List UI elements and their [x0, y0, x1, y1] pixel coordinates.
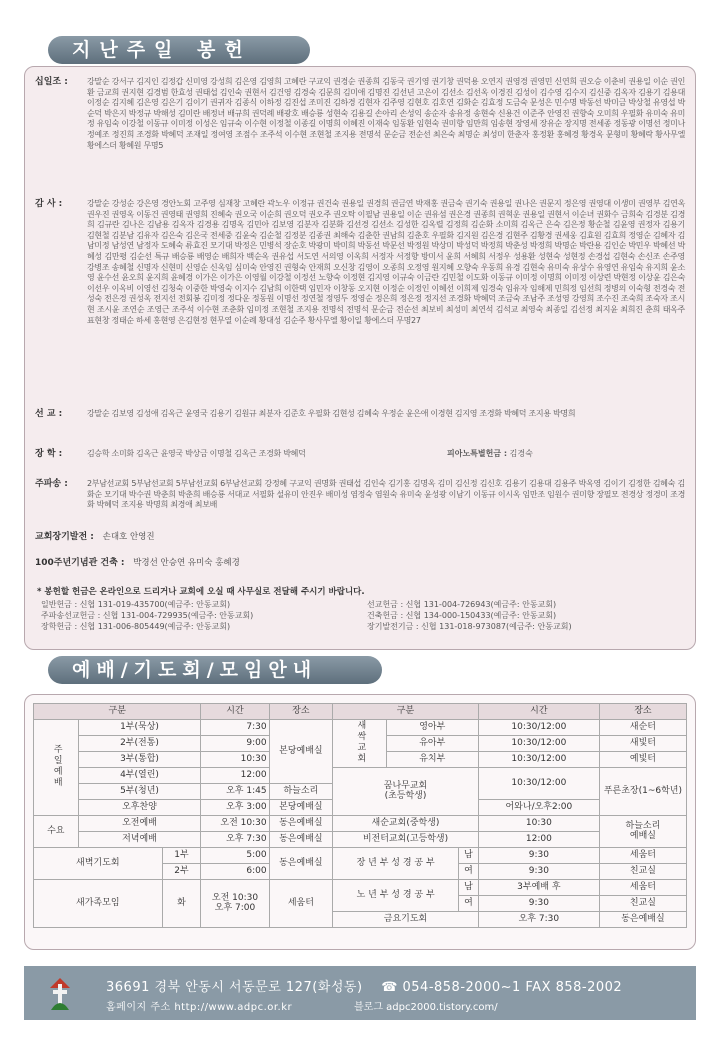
offering-notice: * 봉헌할 헌금은 온라인으로 드리거나 교회에 오실 때 사무실로 전달해 주시기 바랍니다.	[37, 587, 365, 597]
noyeon-label: 노 년 부 성 경 공 부	[333, 880, 459, 912]
friday-time: 오후 7:30	[478, 912, 599, 928]
mission-support-names: 2부남선교회 5부남선교회 5부남선교회 6부남선교회 강정혜 구교익 권명화 권태섭 김인숙 김기홍 김명옥 김미 김신정 김신호 김용기 김용대 김용주 박옥영 김이기 김정한 김혜숙 김화순 모기대 박수권 박춘희 박춘희 배승룡 서대교 서필화 설유미 안진우 배미성 염정숙 염원숙 유미숙 윤성광 이남기 이동규 이시옥 임만조 임원수 권미향 장필모 전경상 정경미 조경화 박혜덕 조지용 박명희 최경애 최보배	[87, 479, 685, 510]
table-row	[34, 832, 687, 848]
blog-link[interactable]: 블로그 adpc2000.tistory.com/	[354, 1002, 498, 1013]
thanks-label: 감 사 :	[35, 199, 63, 209]
dawn-part-1: 1부	[162, 848, 201, 864]
service-2: 2부(전통)	[78, 736, 201, 752]
table-row	[34, 720, 687, 736]
saessak-kinder-time: 10:30/12:00	[478, 752, 599, 768]
wed-evening-place: 동은예배실	[269, 832, 333, 848]
saessak-toddler: 유아부	[386, 736, 478, 752]
header-place-right: 장소	[599, 704, 686, 720]
scholarship-names: 김승학 소미화 김옥근 윤영국 박상금 이명철 김옥근 조경화 박혜덕	[87, 449, 306, 458]
family-time: 오전 10:30 오후 7:00	[201, 880, 269, 928]
saeun-label: 새순교회(중학생)	[333, 816, 479, 832]
donations-panel	[24, 66, 696, 650]
schedule-panel	[24, 694, 696, 950]
header-place-left: 장소	[269, 704, 333, 720]
jangnyeon-label: 장 년 부 성 경 공 부	[333, 848, 459, 880]
bijeon-label: 비전터교회(고등학생)	[333, 832, 479, 848]
saessak-infant-place: 새순터	[599, 720, 686, 736]
wed-label: 수요	[34, 816, 79, 848]
service-3: 3부(통합)	[78, 752, 201, 768]
saessak-infant-time: 10:30/12:00	[478, 720, 599, 736]
table-row	[34, 816, 687, 832]
service-4: 4부(열린)	[78, 768, 201, 784]
table-row	[34, 768, 687, 784]
centennial-label: 100주년기념관 건축 :	[35, 558, 125, 568]
church-address: 36691 경북 안동시 서동문로 127(화성동) ☎ 054-858-2000~1 FAX 858-2002	[106, 980, 623, 995]
friday-place: 동은예배실	[599, 912, 686, 928]
saessak-infant: 영아부	[386, 720, 478, 736]
church-footer	[24, 966, 696, 1020]
service-5-time: 오후 1:45	[201, 784, 269, 800]
dawn-time-1: 5:00	[201, 848, 269, 864]
header-gubun-left: 구분	[34, 704, 201, 720]
account-building: 건축헌금 : 신협 134-000-150433(예금주: 안동교회)	[367, 611, 557, 620]
saessak-toddler-time: 10:30/12:00	[478, 736, 599, 752]
friday-label: 금요기도회	[333, 912, 479, 928]
jangnyeon-m: 남	[459, 848, 479, 864]
homepage-link[interactable]: 홈페이지 주소 http://www.adpc.or.kr	[106, 1002, 293, 1013]
service-1-time: 7:30	[201, 720, 269, 736]
saessak-kinder: 유치부	[386, 752, 478, 768]
noyeon-f-place: 친교실	[599, 896, 686, 912]
account-mission-support: 주파송선교헌금 : 신협 131-004-729935(예금주: 안동교회)	[41, 611, 254, 620]
service-3-time: 10:30	[201, 752, 269, 768]
account-mission: 선교헌금 : 신협 131-004-726943(예금주: 안동교회)	[367, 600, 557, 609]
offering-accounts	[37, 587, 687, 631]
wed-morning: 오전예배	[78, 816, 201, 832]
dawn-place: 동은예배실	[269, 848, 333, 880]
noyeon-f-time: 9:30	[478, 896, 599, 912]
service-6-time: 오후 3:00	[201, 800, 269, 816]
centennial-section	[35, 555, 240, 568]
schedule-title: 예배/기도회/모임안내	[48, 656, 382, 684]
table-row	[34, 848, 687, 864]
account-long-term: 장기발전기금 : 신협 131-018-973087(예금주: 안동교회)	[367, 622, 572, 631]
kkum-place: 푸른초장(1~6학년)	[599, 768, 686, 816]
schedule-table	[33, 703, 687, 928]
church-phone: ☎ 054-858-2000~1 FAX 858-2002	[381, 980, 623, 995]
mission-names: 강말순 김보영 김성애 김옥근 윤영국 김용기 김원규 최분자 김준호 우필화 김현성 김혜숙 우정순 윤은애 이경현 김지영 조경화 박혜덕 조지용 박명희	[87, 409, 576, 418]
noyeon-m-place: 세움터	[599, 880, 686, 896]
saessak-toddler-place: 새빛터	[599, 736, 686, 752]
church-dev-section	[35, 529, 155, 542]
jangnyeon-f-time: 9:30	[478, 864, 599, 880]
accounts-right	[367, 599, 572, 632]
donations-title: 지난주일 봉헌	[48, 36, 310, 64]
saessak-kinder-place: 예빛터	[599, 752, 686, 768]
noyeon-f: 여	[459, 896, 479, 912]
dawn-label: 새벽기도회	[34, 848, 163, 880]
piano-label: 피아노특별헌금 :	[447, 449, 508, 458]
service-5: 5부(청년)	[78, 784, 201, 800]
account-general: 일반헌금 : 신협 131-019-435700(예금주: 안동교회)	[41, 600, 231, 609]
table-row	[34, 880, 687, 896]
jangnyeon-m-place: 세움터	[599, 848, 686, 864]
bijeon-time: 12:00	[478, 832, 599, 848]
wed-morning-place: 동은예배실	[269, 816, 333, 832]
tithe-names: 강말순 강서구 김지인 김정갑 신미영 강성희 김은영 김영희 고혜란 구교익 권경순 권종희 김동국 권기영 권기창 권덕용 오연지 권영경 권영민 신연희 권오승 이춘비 권용일 이순 권인환 금교희 권지현 김경범 한효성 권태섭 김인숙 권현서 김건영 김경숙 김문희 김미애 김명진 김선년 고은이 김선소 김선옥 이경진 김성이 김수영 김수지 김신중 김옥자 김용기 김용대 이정순 김지혜 김은영 김은기 김이기 권귀자 김종식 이하정 김진섭 조미진 김하경 김현자 김주영 김현호 김호연 김화순 김효정 도금숙 문성은 민수명 박동선 박미금 박상철 유영섭 박순덕 박은지 박정규 박해성 김미란 배정녀 배규희 권덕례 배광호 배승룡 성현숙 김용길 손아리 손성익 송순자 송유정 송현숙 신용건 이준주 안영진 권향숙 오미희 우필화 유미숙 유미정 유임숙 이강철 이동규 이미정 이성은 임규숙 이수현 이정철 이종길 이명희 이혜진 이재숙 임동환 임현숙 권미향 임만희 임송현 장영세 장유순 장지명 전세종 정동광 이명선 정미나 정예조 정진희 조경화 박혜덕 조재일 정여영 조점수 조주석 이수현 조현철 조지용 전명석 문순금 전순선 최은숙 최명순 최성미 한춘자 홍정환 홍혜경 황경옥 문형미 황혜락 황사무엘 황에스더 황혜원 무명5	[87, 77, 685, 150]
schedule-header-row	[34, 704, 687, 720]
kkum-time-1: 10:30/12:00	[478, 768, 599, 800]
header-gubun-right: 구분	[333, 704, 479, 720]
dawn-part-2: 2부	[162, 864, 201, 880]
saeun-place: 하늘소리 예배실	[599, 816, 686, 848]
account-scholarship: 장학헌금 : 신협 131-006-805449(예금주: 안동교회)	[41, 622, 231, 631]
noyeon-m: 남	[459, 880, 479, 896]
sunday-service-label: 주일예배	[34, 720, 79, 816]
family-label: 새가족모임	[34, 880, 163, 928]
jangnyeon-f: 여	[459, 864, 479, 880]
place-haneul: 하늘소리	[269, 784, 333, 800]
main-sanctuary: 본당예배실	[269, 720, 333, 784]
saessak-label: 새싹교회	[333, 720, 387, 768]
centennial-names: 박경선 안승연 유미숙 홍혜경	[133, 558, 240, 568]
place-main-2: 본당예배실	[269, 800, 333, 816]
accounts-left	[41, 599, 253, 632]
kkum-time-2: 어와나/오후2:00	[478, 800, 599, 816]
mission-label: 선 교 :	[35, 409, 63, 419]
wed-morning-time: 오전 10:30	[201, 816, 269, 832]
mission-support-label: 주파송 :	[35, 479, 68, 489]
service-1: 1부(묵상)	[78, 720, 201, 736]
header-time-right: 시간	[478, 704, 599, 720]
dawn-time-2: 6:00	[201, 864, 269, 880]
kkum-label: 꿈나무교회 (초등학생)	[333, 768, 479, 816]
tithe-label: 십일조 :	[35, 77, 68, 87]
wed-evening: 저녁예배	[78, 832, 201, 848]
service-2-time: 9:00	[201, 736, 269, 752]
header-time-left: 시간	[201, 704, 269, 720]
piano-donation	[447, 449, 533, 460]
service-4-time: 12:00	[201, 768, 269, 784]
service-6: 오후찬양	[78, 800, 201, 816]
church-dev-label: 교회장기발전 :	[35, 532, 94, 542]
jangnyeon-m-time: 9:30	[478, 848, 599, 864]
jangnyeon-f-place: 친교실	[599, 864, 686, 880]
family-day: 화	[162, 880, 201, 928]
noyeon-m-time: 3부예배 후	[478, 880, 599, 896]
thanks-names: 강말순 강성순 강은영 경안노회 고주영 심재창 고혜란 곽노우 이정규 권건숙 권용일 권경희 권금연 박재홍 권금숙 권기숙 권용일 권나은 권문지 정은영 권영대 이생미 권영부 김연옥 권우진 권영옥 이동건 권영태 권영희 진혜숙 권오국 이순희 권오덕 권오주 권오탁 이필남 권용일 이순 권유섬 권은경 권종희 권혁운 권용일 권현서 이순녀 권화수 금희숙 김경분 김경희 김규란 김나은 김남용 김옥자 김경용 김명옥 김민아 김보영 김분자 김분화 김선경 김선소 김성한 김옥렬 김정희 김순화 소미희 김옥근 은숙 김은정 황순철 김윤영 권정자 김용기 김현철 김분남 김유자 김은숙 김은국 전세중 김윤숙 김순철 김정분 김종권 최해숙 김춘한 권남희 김춘호 우필화 김지원 김은경 김현주 김황경 권세웅 김효원 김효희 정영순 김혜자 김남미정 남성연 남정자 도혜숙 류효진 모기대 박정은 민병석 장순호 박광미 박미희 박동선 박문선 박정원 박상미 박성덕 박정희 박춘성 박정희 박명순 박란용 김인순 박민우 박혜선 박혜성 김만평 김순선 특규 배승룡 배영순 배희자 백순옥 권유섭 서도연 서의영 이옥희 서정자 서정향 방미서 윤희 서혜희 서정우 성용환 성현숙 성현정 손경섭 김현숙 손신조 손주영 강병조 송혜철 신명자 신현미 신영순 신옥임 심미숙 안영진 권형숙 안재희 오신창 김영이 오종희 오정영 원지혜 오향숙 우동희 유경 김현숙 유미숙 유상수 유영연 유임숙 유지희 윤소영 윤수선 윤오희 윤지희 윤혜경 이가은 이가은 이영월 이강철 이정선 노향숙 이정현 김지영 이규숙 이금란 김민철 이도화 이동규 이미정 이명희 이미정 이상련 박현정 이상윤 김은숙 이선우 이옥비 이영선 김청숙 이중한 박영숙 이지수 김남희 이한택 임민자 이창동 오지현 이정순 이정인 이혜선 이희제 임경숙 임유자 임해제 민희정 임선희 정병의 이숙형 전경숙 전성숙 전은경 권성옥 전지선 전회봉 김미정 정다운 정동원 이명선 정연철 정영두 정영순 정은희 정은정 정지선 조경화 박혜덕 조금숙 조남주 조성영 강영희 조수진 조숙희 조숙자 조시현 조시윤 조연순 조영근 조주석 이수현 조춘화 임미정 조현철 조지용 전명석 전명석 문순금 전순선 최보비 최성미 최연석 김석교 최영숙 최종일 김선정 최지윤 최희진 춘희 태옥주 표현창 정태순 하세 홍현영 은김현정 현무열 이순례 황대성 김순주 황사무엘 황이일 황에스더 무명27	[87, 199, 685, 325]
scholarship-label: 장 학 :	[35, 449, 63, 459]
piano-names: 김경숙	[509, 449, 533, 458]
church-dev-names: 손대호 안영진	[102, 532, 155, 542]
saeun-time: 10:30	[478, 816, 599, 832]
family-place: 세움터	[269, 880, 333, 928]
wed-evening-time: 오후 7:30	[201, 832, 269, 848]
church-logo-icon	[48, 976, 72, 1010]
